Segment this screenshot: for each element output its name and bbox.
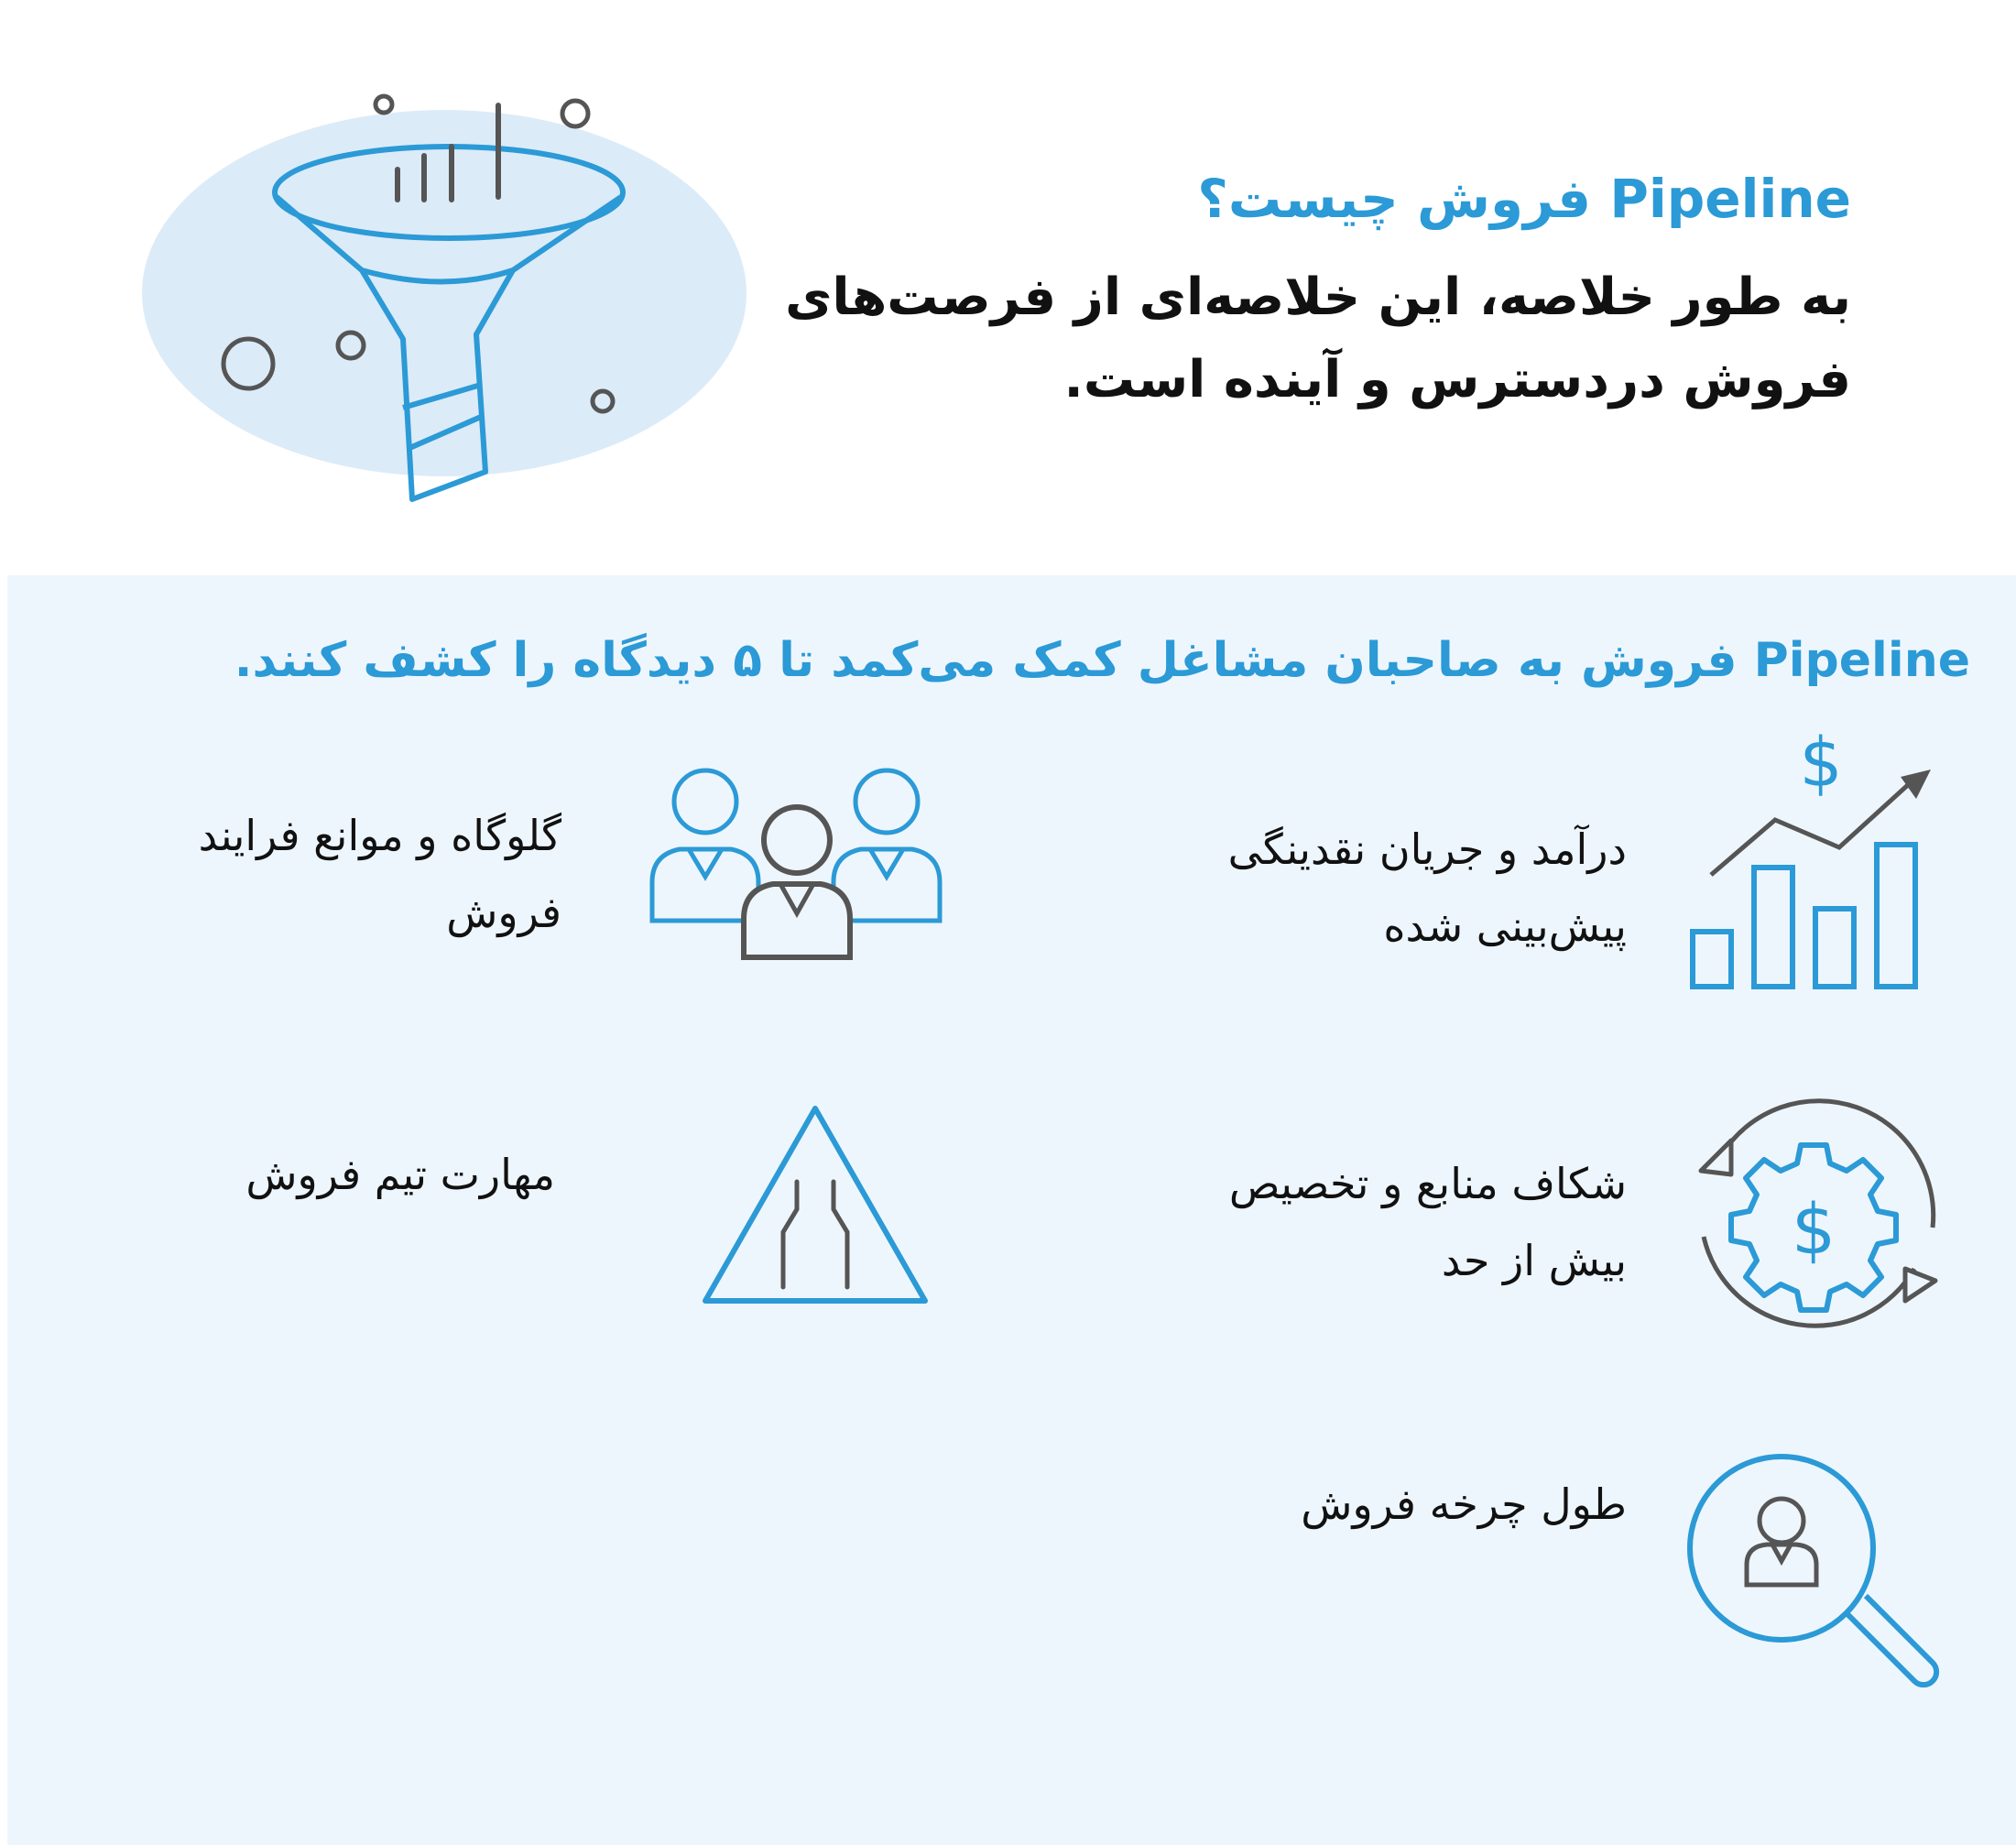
page-title: Pipeline فروش چیست؟ [1197,168,1851,230]
page-subtitle [660,257,1851,421]
item-sales-cycle-line-1: طول چرخه فروش [1301,1479,1627,1529]
item-revenue-line-1: درآمد و جریان نقدینگی [1227,824,1627,874]
subtitle-line-2: فروش دردسترس و آینده است. [1063,350,1851,409]
svg-text:$: $ [1799,724,1843,802]
panel-heading: Pipeline فروش به صاحبان مشاغل کمک می‌کمد تا ۵ دیدگاه را کشف کنند. [234,633,1970,688]
item-revenue-line-2: پیش‌بینی شده [1383,901,1627,951]
road-warning-icon [696,1099,934,1315]
item-resource-gap-label [1031,1145,1627,1299]
subtitle-line-1: به طور خلاصه، این خلاصه‌ای از فرصت‌های [785,267,1851,327]
item-revenue-label [1031,811,1627,965]
magnifier-person-icon [1681,1447,1946,1713]
svg-text:$: $ [1791,1188,1836,1270]
item-bottleneck-line-1: گلوگاه و موانع فرایند [198,811,561,860]
gear-dollar-cycle-icon [1681,1090,1956,1365]
revenue-chart-icon [1676,724,1942,999]
item-bottleneck-label [0,797,561,951]
item-bottleneck-line-2: فروش [446,888,561,937]
team-people-icon [641,765,953,962]
item-team-skill-line-1: مهارت تیم فروش [245,1150,555,1199]
item-team-skill-label [0,1136,555,1213]
item-resource-gap-line-2: بیش از حد [1441,1236,1627,1285]
item-resource-gap-line-1: شکاف منابع و تخصیص [1228,1159,1627,1208]
item-sales-cycle-label [1031,1466,1627,1543]
